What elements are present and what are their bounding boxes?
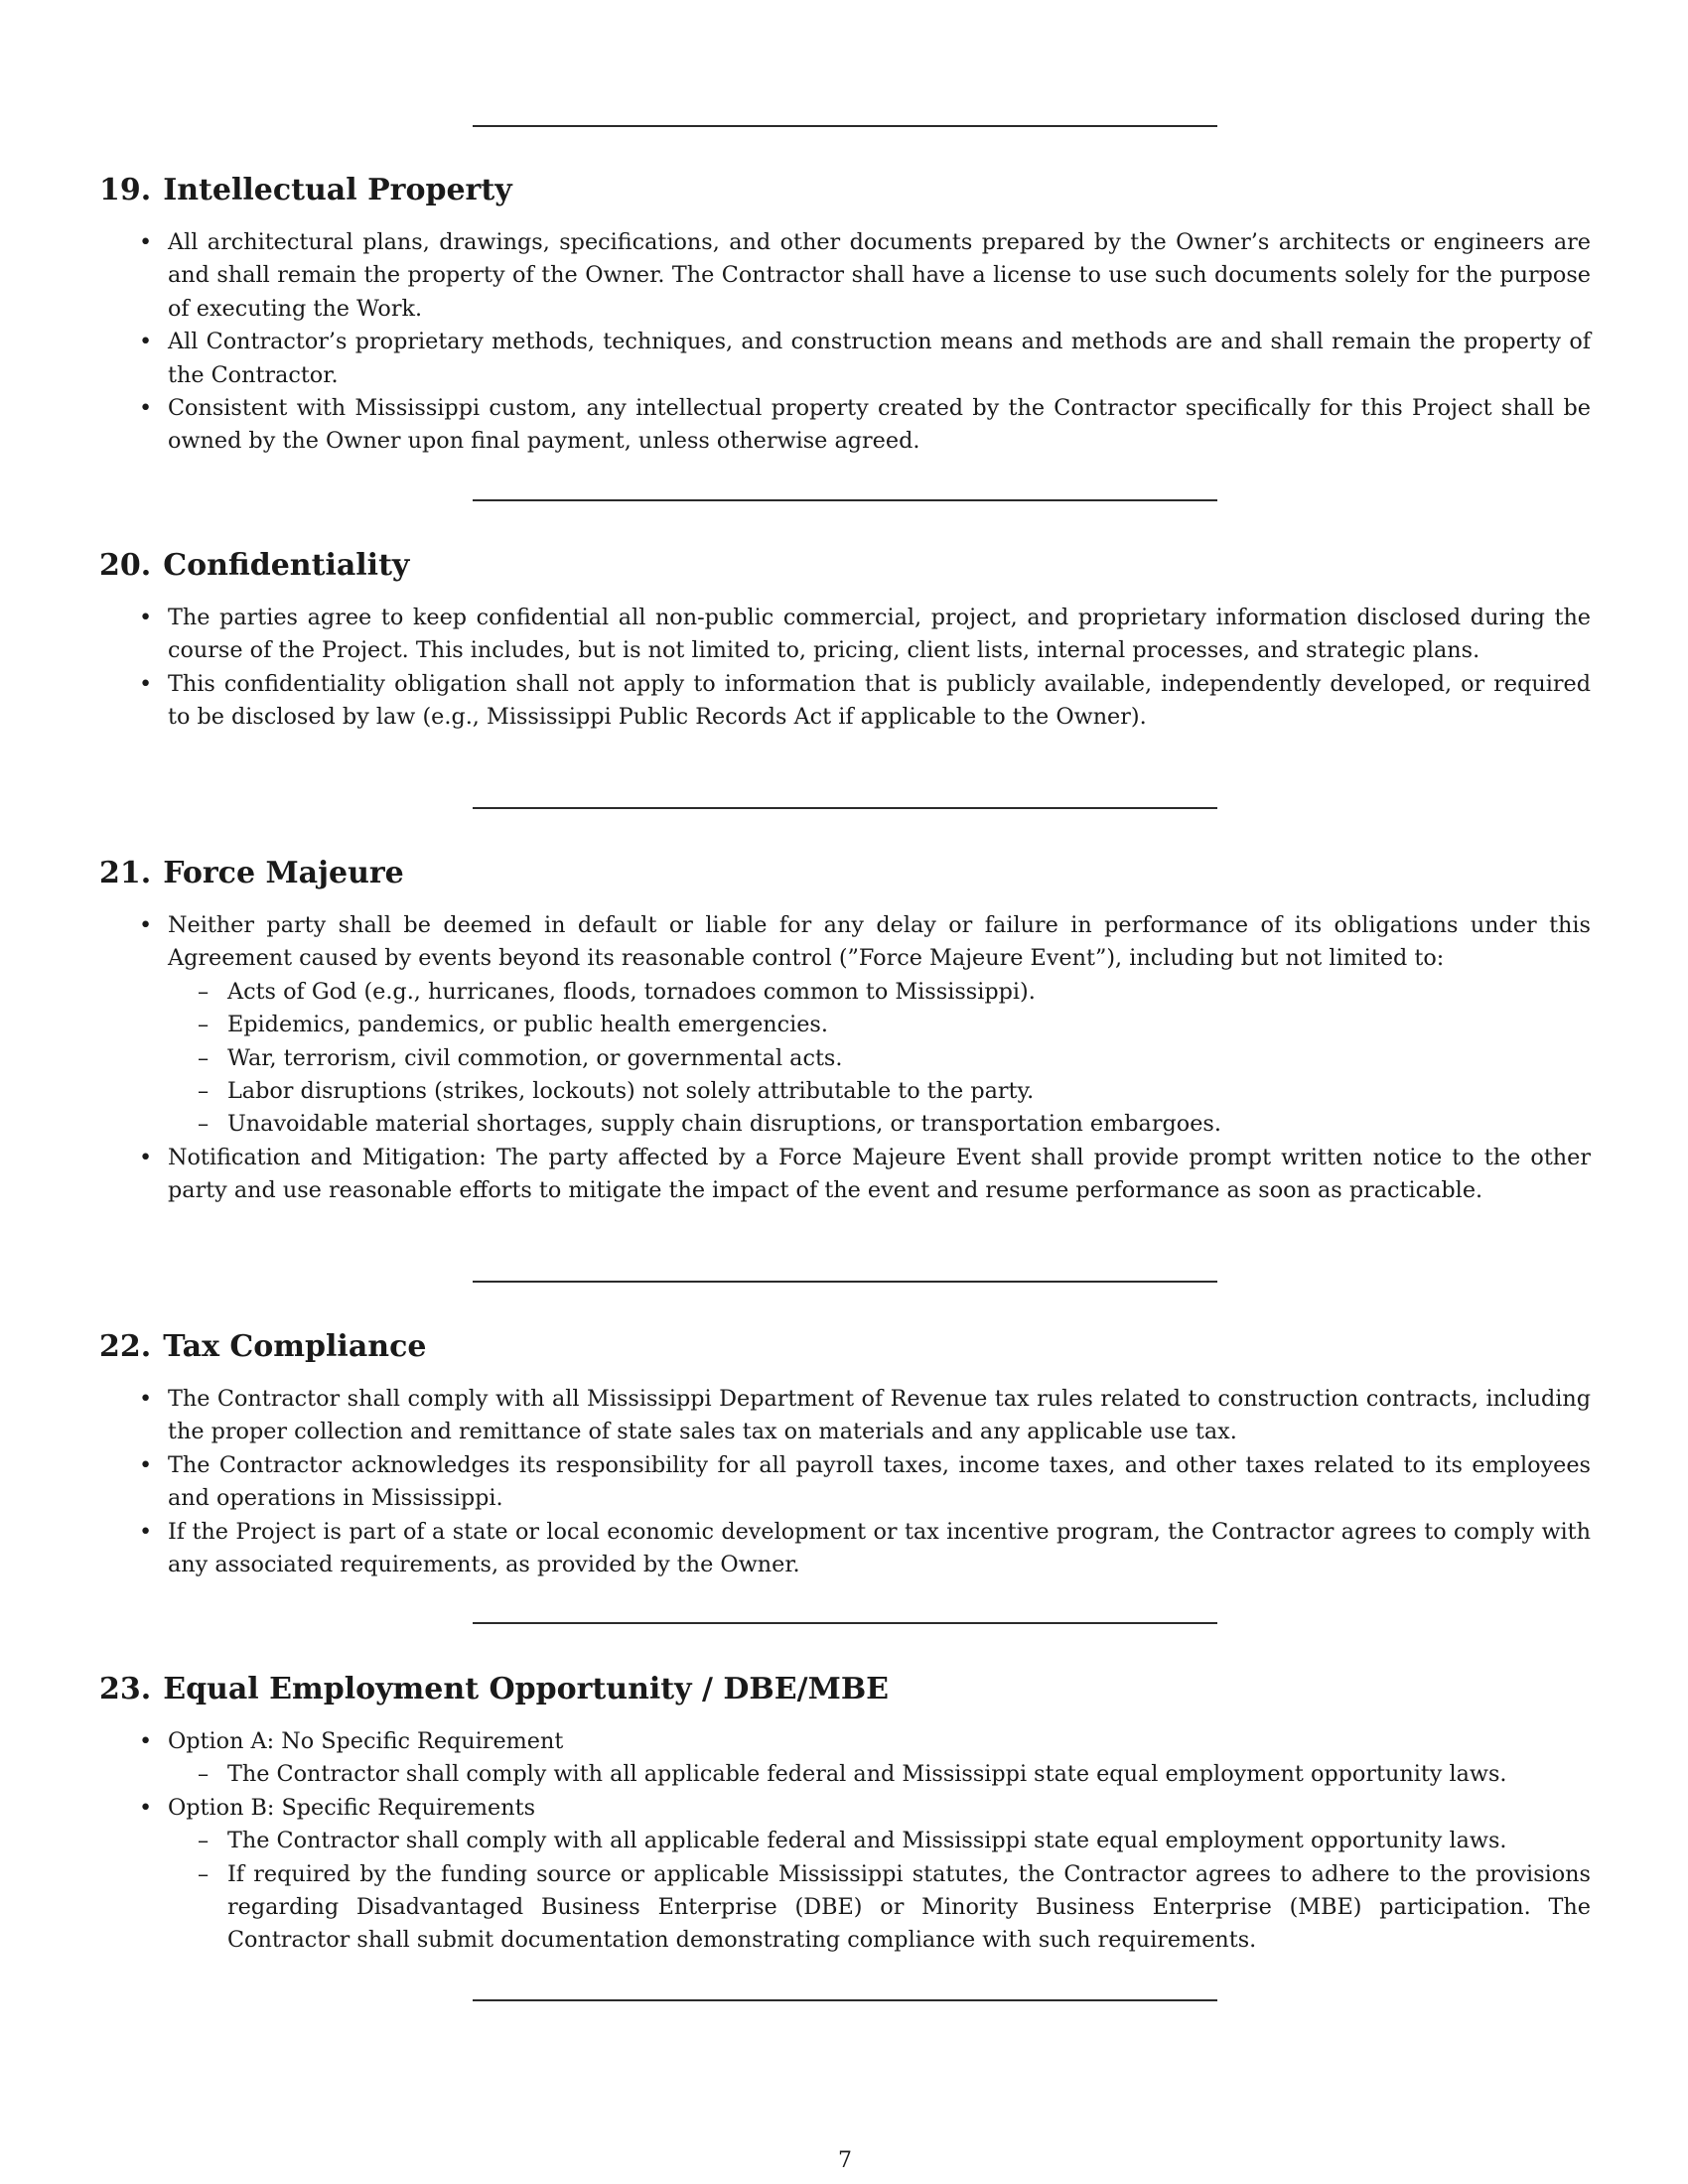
sub-list-item: – Epidemics, pandemics, or public health emergencies. xyxy=(227,1009,1591,1041)
section-number: 23. xyxy=(99,1672,152,1706)
sub-list-item: – Labor disruptions (strikes, lockouts) not solely attributable to the party. xyxy=(227,1075,1591,1108)
sub-list xyxy=(168,1825,1591,1958)
list-item: • Notification and Mitigation: The party affected by a Force Majeure Event shall provide prompt written notice to the other party and use reasonable efforts to mitigate the impact of the event and resume performance as soon as practicable. xyxy=(168,1142,1591,1208)
section-equal-employment-opportunity xyxy=(99,1672,1591,1958)
list-item xyxy=(168,1725,1591,1792)
list-item-text: Neither party shall be deemed in default or liable for any delay or failure in performance of its obligations under this Agreement caused by events beyond its reasonable control (”Force Majeure Event”), including but not limited to: xyxy=(168,912,1591,972)
section-divider xyxy=(473,1999,1217,2001)
section-title: Confidentiality xyxy=(163,548,410,583)
section-title: Tax Compliance xyxy=(163,1329,427,1364)
bullet-list xyxy=(99,1725,1591,1958)
sub-list-item: – The Contractor shall comply with all applicable federal and Mississippi state equal employment opportunity laws. xyxy=(227,1758,1591,1791)
list-item: • All Contractor’s proprietary methods, techniques, and construction means and methods are and shall remain the property of the Contractor. xyxy=(168,326,1591,392)
section-title: Intellectual Property xyxy=(163,173,512,207)
sub-list-item: – Acts of God (e.g., hurricanes, floods, tornadoes common to Mississippi). xyxy=(227,976,1591,1009)
section-heading xyxy=(99,856,1591,891)
section-heading xyxy=(99,548,1591,584)
bullet-list xyxy=(99,1383,1591,1581)
list-item: • Consistent with Mississippi custom, any intellectual property created by the Contractor specifically for this Project shall be owned by the Owner upon final payment, unless otherwise agreed. xyxy=(168,392,1591,459)
section-heading xyxy=(99,1329,1591,1365)
bullet-list xyxy=(99,602,1591,735)
page-number: 7 xyxy=(838,2148,852,2173)
sub-list-item: – If required by the funding source or applicable Mississippi statutes, the Contractor agrees to adhere to the provisions regarding Disadvantaged Business Enterprise (DBE) or Minority Business Enterprise (MBE) participation. The Contractor shall submit documentation demonstrating compliance with such requirements. xyxy=(227,1858,1591,1958)
section-heading xyxy=(99,173,1591,208)
section-divider xyxy=(473,807,1217,809)
list-item: • All architectural plans, drawings, specifications, and other documents prepared by the Owner’s architects or engineers are and shall remain the property of the Owner. The Contractor shall have a license to use such documents solely for the purpose of executing the Work. xyxy=(168,226,1591,326)
section-title: Force Majeure xyxy=(163,856,404,890)
list-item-text: Option A: No Specific Requirement xyxy=(168,1728,564,1754)
sub-list xyxy=(168,976,1591,1142)
list-item: • This confidentiality obligation shall not apply to information that is publicly available, independently developed, or required to be disclosed by law (e.g., Mississippi Public Records Act if applicable to the Owner). xyxy=(168,668,1591,735)
sub-list-item: – The Contractor shall comply with all applicable federal and Mississippi state equal employment opportunity laws. xyxy=(227,1825,1591,1857)
sub-list-item: – Unavoidable material shortages, supply chain disruptions, or transportation embargoes. xyxy=(227,1108,1591,1141)
section-divider xyxy=(473,1281,1217,1283)
list-item: • The Contractor shall comply with all Mississippi Department of Revenue tax rules related to construction contracts, including the proper collection and remittance of state sales tax on materials and any applicable use tax. xyxy=(168,1383,1591,1449)
section-number: 19. xyxy=(99,173,152,207)
section-number: 20. xyxy=(99,548,152,583)
bullet-list xyxy=(99,226,1591,459)
section-number: 21. xyxy=(99,856,152,890)
document-page xyxy=(99,0,1589,2184)
list-item xyxy=(168,1792,1591,1958)
section-force-majeure xyxy=(99,856,1591,1208)
section-tax-compliance xyxy=(99,1329,1591,1581)
list-item: • If the Project is part of a state or local economic development or tax incentive program, the Contractor agrees to comply with any associated requirements, as provided by the Owner. xyxy=(168,1516,1591,1582)
section-title: Equal Employment Opportunity / DBE/MBE xyxy=(163,1672,890,1706)
section-divider xyxy=(473,125,1217,127)
list-item: • The parties agree to keep confidential all non-public commercial, project, and proprietary information disclosed during the course of the Project. This includes, but is not limited to, pricing, client lists, internal processes, and strategic plans. xyxy=(168,602,1591,668)
list-item-text: Option B: Specific Requirements xyxy=(168,1794,536,1821)
list-item xyxy=(168,909,1591,1142)
section-divider xyxy=(473,499,1217,501)
section-number: 22. xyxy=(99,1329,152,1364)
section-intellectual-property xyxy=(99,173,1591,459)
sub-list xyxy=(168,1758,1591,1791)
section-heading xyxy=(99,1672,1591,1707)
section-divider xyxy=(473,1622,1217,1624)
bullet-list xyxy=(99,909,1591,1208)
list-item: • The Contractor acknowledges its responsibility for all payroll taxes, income taxes, and other taxes related to its employees and operations in Mississippi. xyxy=(168,1449,1591,1516)
sub-list-item: – War, terrorism, civil commotion, or governmental acts. xyxy=(227,1042,1591,1075)
section-confidentiality xyxy=(99,548,1591,735)
